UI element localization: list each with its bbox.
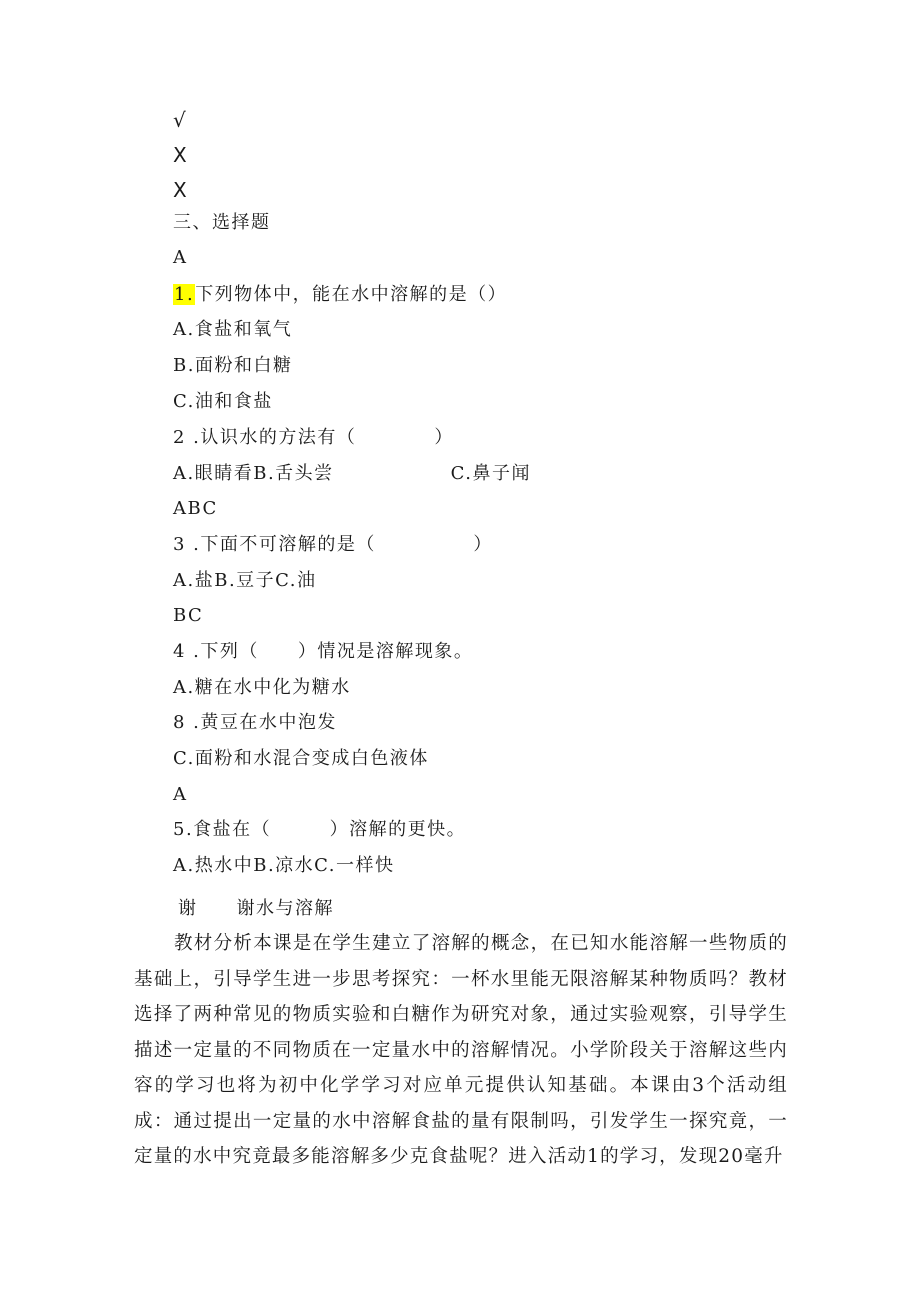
question-3: 3 .下面不可溶解的是（ ） <box>173 534 493 555</box>
option-c: C.面粉和水混合变成白色液体 <box>173 748 429 769</box>
option-a: A.糖在水中化为糖水 <box>173 677 351 698</box>
options-line: A.盐B.豆子C.油 <box>173 570 317 591</box>
lesson-body-paragraph: 教材分析本课是在学生建立了溶解的概念，在已知水能溶解一些物质的基础上，引导学生进一步思考探究：一杯水里能无限溶解某种物质吗？教材选择了两种常见的物质实验和白糖作为研究对象，通过实验观察，引导学生描述一定量的不同物质在一定量水中的溶解情况。小学阶段关于溶解这些内容的学习也将为初中化学学习对应单元提供认知基础。本课由3个活动组成：通过提出一定量的水中溶解食盐的量有限制吗，引发学生一探究竟，一定量的水中究竟最多能溶解多少克食盐呢？进入活动1的学习，发现20毫升 <box>134 933 788 1167</box>
question-stem: 下列物体中，能在水中溶解的是（） <box>195 284 508 305</box>
question-number-highlight: 1. <box>174 284 195 305</box>
section-heading: 三、选择题 <box>173 212 271 233</box>
option-a: A.食盐和氧气 <box>173 319 293 340</box>
cross-mark: X <box>173 143 187 167</box>
answer-text: ABC <box>173 498 218 519</box>
question-5: 5.食盐在（ ）溶解的更快。 <box>173 819 467 840</box>
question-1 <box>173 283 507 307</box>
question-2: 2 .认识水的方法有（ ） <box>173 427 454 448</box>
answer-text: BC <box>173 605 204 626</box>
answer-text: A <box>173 784 188 805</box>
lesson-title: 谢 谢水与溶解 <box>178 898 334 919</box>
question-4: 4 .下列（ ）情况是溶解现象。 <box>173 641 474 662</box>
check-mark: √ <box>173 108 186 132</box>
options-line: A.热水中B.凉水C.一样快 <box>173 855 395 876</box>
answer-text: A <box>173 247 188 268</box>
cross-mark: X <box>173 178 187 202</box>
option-b: B.面粉和白糖 <box>173 355 293 376</box>
option-c: C.油和食盐 <box>173 391 273 412</box>
option-b: 8 .黄豆在水中泡发 <box>173 712 337 733</box>
options-line: A.眼睛看B.舌头尝 C.鼻子闻 <box>173 463 532 484</box>
